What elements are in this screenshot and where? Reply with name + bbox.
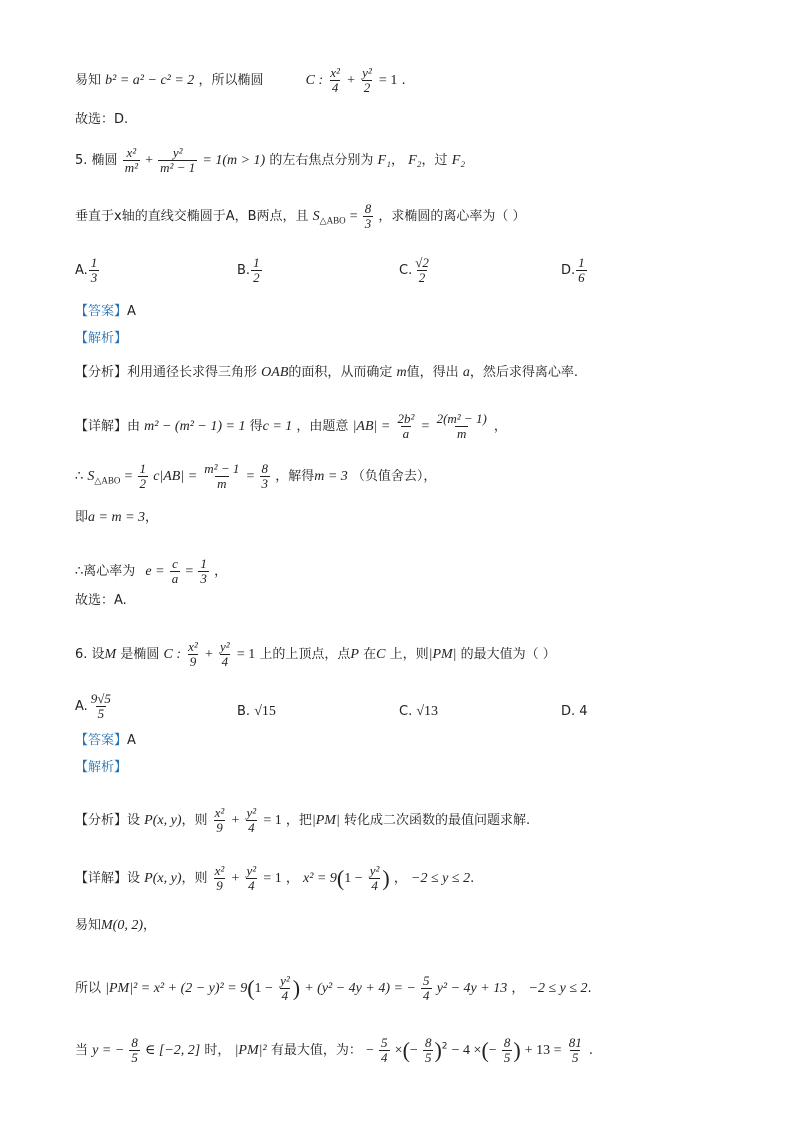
- op: +: [231, 871, 240, 886]
- den: 2: [253, 270, 260, 285]
- text: ，然后求得离心率.: [469, 365, 578, 380]
- num: y²: [246, 805, 257, 820]
- text: ，把: [285, 813, 312, 828]
- text: 左右焦点分别为: [282, 153, 374, 168]
- option-d[interactable]: [561, 256, 588, 285]
- fraction: [423, 1036, 434, 1065]
- fraction: [413, 256, 431, 285]
- formula: |AB| =: [352, 419, 391, 434]
- den: 3: [364, 216, 372, 231]
- label: D. 4: [561, 704, 588, 719]
- den: 6: [578, 270, 585, 285]
- fraction: [360, 66, 374, 95]
- den: 2: [363, 80, 371, 95]
- formula: S: [312, 209, 320, 224]
- analysis-tag: 【解析】: [75, 760, 128, 775]
- op: =: [349, 209, 358, 224]
- formula: y = −: [92, 1043, 125, 1058]
- option-c[interactable]: [399, 704, 438, 720]
- formula: |PM|² = x² + (2 − y)² = 9: [105, 981, 248, 996]
- num: x²: [188, 639, 198, 654]
- text: 易知: [75, 73, 102, 88]
- answer-tag: 【答案】: [75, 304, 128, 319]
- tag: 【分析】: [75, 813, 128, 828]
- fraction: [202, 462, 241, 491]
- num: 8: [364, 201, 372, 216]
- text: ，: [285, 871, 299, 886]
- text: ，由题意: [296, 419, 349, 434]
- line-gx: [75, 593, 127, 609]
- text: 转化成二次函数的最值问题求解.: [343, 813, 531, 828]
- fraction: [138, 462, 149, 491]
- fraction: [328, 66, 342, 95]
- answer-value: A: [127, 733, 136, 748]
- line-dang: 当 y = − $\frac{8}{5}$ ∈ [−2, 2] 时， |PM|² 有最大值，为： − $\frac{5}{4}$ ×(− $\frac{8}{5}$ )$^2$ − 4 ×(− $\frac{8}{5}$ ) + 13 = $\frac{81}{5}$ .: [75, 1035, 593, 1065]
- num: y²: [246, 863, 257, 878]
- den: 4: [371, 878, 378, 893]
- formula: a: [462, 365, 470, 380]
- den: 4: [221, 654, 229, 669]
- num: x²: [126, 145, 137, 160]
- formula: ∈ [−2, 2]: [145, 1043, 201, 1058]
- formula: F₂: [451, 153, 466, 168]
- den: 5: [97, 706, 105, 721]
- den: 4: [331, 80, 339, 95]
- num: x²: [330, 65, 340, 80]
- num: 5: [423, 973, 430, 988]
- text: 上，则: [389, 647, 429, 662]
- den: a: [171, 571, 179, 586]
- formula: m: [396, 365, 407, 380]
- fraction: [435, 412, 489, 441]
- formula: = 1(m > 1): [202, 153, 266, 168]
- formula: m² − (m² − 1) = 1: [144, 419, 246, 434]
- text: 值，得出: [406, 365, 459, 380]
- fraction: [213, 806, 227, 835]
- den: 4: [281, 988, 289, 1003]
- den: m²: [124, 160, 138, 175]
- formula: b² = a² − c² = 2: [105, 73, 195, 88]
- num: 81: [568, 1035, 582, 1050]
- option-a[interactable]: [75, 256, 100, 285]
- label: C.: [399, 704, 413, 719]
- fraction: [278, 974, 292, 1003]
- den: 3: [200, 571, 207, 586]
- text: ，: [511, 981, 525, 996]
- text: 上的上顶点，点: [259, 647, 351, 662]
- tag: 【详解】: [75, 419, 128, 434]
- text: 设: [127, 813, 141, 828]
- fraction: [245, 806, 259, 835]
- line-s: [75, 462, 436, 491]
- num: y²: [220, 639, 230, 654]
- text: 垂直于x轴的直线交椭圆于A，B两点，且: [75, 209, 309, 224]
- formula: y² − 4y + 13: [436, 981, 508, 996]
- analysis-6: [75, 760, 127, 776]
- line-suoyi: 所以 |PM|² = x² + (2 − y)² = 9(1 − $\frac{\text{y²}}{4}$ ) + (y² − 4y + 4) = − $\frac{5}{4}$ y² − 4y + 13 ， −2 ≤ y ≤ 2.: [75, 973, 592, 1003]
- op: +: [204, 647, 213, 662]
- den: 9: [216, 820, 223, 835]
- text: ，则: [181, 813, 208, 828]
- text: 6. 设: [75, 647, 105, 662]
- formula: P(x, y): [144, 813, 182, 828]
- label: A.: [75, 263, 88, 278]
- den: 4: [423, 988, 430, 1003]
- num: m² − 1: [204, 461, 240, 476]
- num: x²: [214, 863, 225, 878]
- label: B.: [237, 263, 251, 278]
- fraction: [89, 256, 100, 285]
- formula: |PM|²: [234, 1043, 267, 1058]
- text: 得: [249, 419, 263, 434]
- den: 2: [418, 270, 426, 285]
- text: ∴离心率为: [75, 564, 136, 579]
- formula: |PM|: [428, 647, 457, 662]
- fraction: [213, 864, 227, 893]
- op: = 1: [263, 871, 282, 886]
- formula: m = 3: [314, 469, 348, 484]
- fraction: [198, 557, 209, 586]
- den: 2: [139, 476, 147, 491]
- text: 由: [127, 419, 141, 434]
- tag: 【分析】: [75, 365, 128, 380]
- label: D.: [561, 263, 576, 278]
- text: ，则: [181, 871, 208, 886]
- fraction: [158, 146, 197, 175]
- text: 时，: [204, 1043, 231, 1058]
- answer-tag: 【答案】: [75, 733, 128, 748]
- xiangjie-6: 【详解】设 P(x, y)，则 $\frac{\text{x²}}{9}$ + $\frac{\text{y²}}{4}$ = 1 ， x² = 9(1 − $\frac{\text{y²}}{4}$ ) ， −2 ≤ y ≤ 2.: [75, 863, 475, 893]
- den: m: [456, 426, 467, 441]
- den: 5: [424, 1050, 432, 1065]
- label: C.: [399, 263, 413, 278]
- num: 1: [578, 255, 585, 270]
- formula: F₂: [408, 153, 422, 168]
- op: =: [421, 419, 430, 434]
- text: ∴: [75, 469, 84, 484]
- value: √13: [416, 704, 439, 719]
- text: ，: [143, 918, 157, 933]
- text: ，解得: [275, 469, 315, 484]
- num: 2(m² − 1): [436, 411, 487, 426]
- op: = 1: [263, 813, 282, 828]
- den: 4: [248, 878, 255, 893]
- op: =: [124, 469, 133, 484]
- fraction: [502, 1036, 513, 1065]
- formula: F₁: [377, 153, 391, 168]
- option-c[interactable]: [399, 256, 432, 285]
- den: a: [402, 426, 410, 441]
- op: =: [185, 564, 194, 579]
- fraction: [89, 692, 113, 721]
- text: 有最大值，为：: [270, 1043, 362, 1058]
- den: 5: [571, 1050, 579, 1065]
- text: .: [588, 1043, 593, 1058]
- text: （负值舍去），: [351, 469, 437, 484]
- formula: −2 ≤ y ≤ 2: [528, 981, 588, 996]
- text: ，: [493, 419, 507, 434]
- answer-6: [75, 733, 136, 749]
- fraction: [170, 557, 181, 586]
- op: = 1: [378, 73, 398, 88]
- den: 9: [189, 654, 197, 669]
- fraction: [567, 1036, 584, 1065]
- text: ，所以椭圆: [198, 73, 264, 88]
- text: ，过: [421, 153, 448, 168]
- num: √2: [415, 255, 429, 270]
- num: y²: [172, 145, 183, 160]
- formula: S: [87, 469, 95, 484]
- text: ，: [393, 871, 407, 886]
- formula: P(x, y): [144, 871, 182, 886]
- fraction: [186, 640, 200, 669]
- formula: |PM|: [311, 813, 340, 828]
- text: 的面积，从而确定: [288, 365, 393, 380]
- option-b[interactable]: [237, 704, 276, 720]
- text: ，: [390, 153, 404, 168]
- line-2: [75, 112, 128, 128]
- fraction: [368, 864, 382, 893]
- op: =: [246, 469, 255, 484]
- fenxi-5: [75, 365, 578, 381]
- den: m: [217, 476, 227, 491]
- num: 1: [200, 556, 207, 571]
- analysis-5: [75, 331, 127, 347]
- question-5: [75, 146, 465, 175]
- num: 1: [253, 255, 260, 270]
- formula: C: [376, 647, 386, 662]
- formula: C :: [305, 73, 324, 88]
- op: = 1: [236, 647, 256, 662]
- question-5-line-2: [75, 202, 526, 231]
- fraction: [245, 864, 259, 893]
- op: +: [145, 153, 154, 168]
- fraction: [260, 462, 271, 491]
- value: √15: [254, 704, 276, 719]
- line-ji: [75, 510, 158, 526]
- fraction: [421, 974, 432, 1003]
- formula: −2 ≤ y ≤ 2: [411, 871, 471, 886]
- xiangjie-5: [75, 412, 507, 441]
- num: y²: [280, 973, 290, 988]
- text: .: [470, 871, 475, 886]
- text: .: [587, 981, 592, 996]
- text: 故选：A.: [75, 593, 127, 608]
- text: 所以: [75, 981, 102, 996]
- formula: M(0, 2): [101, 918, 144, 933]
- text: 故选：D.: [75, 112, 129, 127]
- answer-5: [75, 304, 136, 320]
- num: c: [172, 556, 178, 571]
- fraction: [576, 256, 587, 285]
- fraction: [129, 1036, 140, 1065]
- text: ，求椭圆的离心率为（ ）: [378, 209, 526, 224]
- num: 8: [261, 461, 269, 476]
- formula: x² = 9: [303, 871, 337, 886]
- den: 9: [216, 878, 223, 893]
- fraction: [363, 202, 374, 231]
- num: 8: [424, 1035, 432, 1050]
- fenxi-6: [75, 806, 530, 835]
- op: +: [347, 73, 355, 88]
- fraction: [218, 640, 232, 669]
- num: 8: [131, 1035, 138, 1050]
- num: 8: [503, 1035, 511, 1050]
- formula: P: [350, 647, 359, 662]
- den: m² − 1: [160, 160, 196, 175]
- formula: M: [104, 647, 117, 662]
- num: 9√5: [90, 691, 111, 706]
- option-a[interactable]: [75, 692, 114, 721]
- question-6: [75, 640, 556, 669]
- op: −: [365, 1043, 374, 1058]
- text: 的: [269, 153, 283, 168]
- op: +: [231, 813, 240, 828]
- formula: OAB: [261, 365, 289, 380]
- subscript: △ABO: [94, 475, 121, 486]
- formula: e =: [145, 564, 165, 579]
- line-yizhi: [75, 918, 156, 934]
- text: 设: [127, 871, 141, 886]
- line-e: [75, 557, 227, 586]
- text: 即: [75, 510, 89, 525]
- num: 2b²: [397, 411, 415, 426]
- formula: c|AB| =: [153, 469, 198, 484]
- text: 的最大值为（ ）: [460, 647, 556, 662]
- text: 易知: [75, 918, 102, 933]
- answer-value: A: [127, 304, 136, 319]
- den: 5: [131, 1050, 138, 1065]
- op: ×: [394, 1043, 403, 1058]
- den: 5: [503, 1050, 511, 1065]
- label: B.: [237, 704, 251, 719]
- text: ，: [214, 564, 228, 579]
- subscript: △ABO: [319, 215, 346, 226]
- fraction: [379, 1036, 390, 1065]
- num: 5: [381, 1035, 388, 1050]
- num: 1: [90, 255, 98, 270]
- op: − 4 ×: [451, 1043, 482, 1058]
- tag: 【详解】: [75, 871, 128, 886]
- text: 是椭圆: [120, 647, 160, 662]
- text: 在: [363, 647, 377, 662]
- num: 1: [139, 461, 147, 476]
- den: 3: [90, 270, 98, 285]
- num: y²: [369, 863, 380, 878]
- option-d[interactable]: [561, 704, 588, 720]
- formula: c = 1: [262, 419, 293, 434]
- line-1: [75, 66, 406, 95]
- formula: + (y² − 4y + 4) = −: [304, 981, 416, 996]
- num: y²: [362, 65, 372, 80]
- text: .: [401, 73, 406, 88]
- den: 4: [248, 820, 255, 835]
- text: 当: [75, 1043, 89, 1058]
- formula: C :: [163, 647, 182, 662]
- den: 4: [381, 1050, 388, 1065]
- text: 5. 椭圆: [75, 153, 118, 168]
- analysis-tag: 【解析】: [75, 331, 128, 346]
- fraction: [395, 412, 416, 441]
- den: 3: [261, 476, 269, 491]
- formula: a = m = 3: [88, 510, 146, 525]
- label: A.: [75, 699, 88, 714]
- text: ，: [145, 510, 159, 525]
- option-b[interactable]: [237, 256, 263, 285]
- fraction: [123, 146, 140, 175]
- op: + 13 =: [524, 1043, 562, 1058]
- fraction: [251, 256, 262, 285]
- num: x²: [214, 805, 225, 820]
- text: 利用通径长求得三角形: [127, 365, 258, 380]
